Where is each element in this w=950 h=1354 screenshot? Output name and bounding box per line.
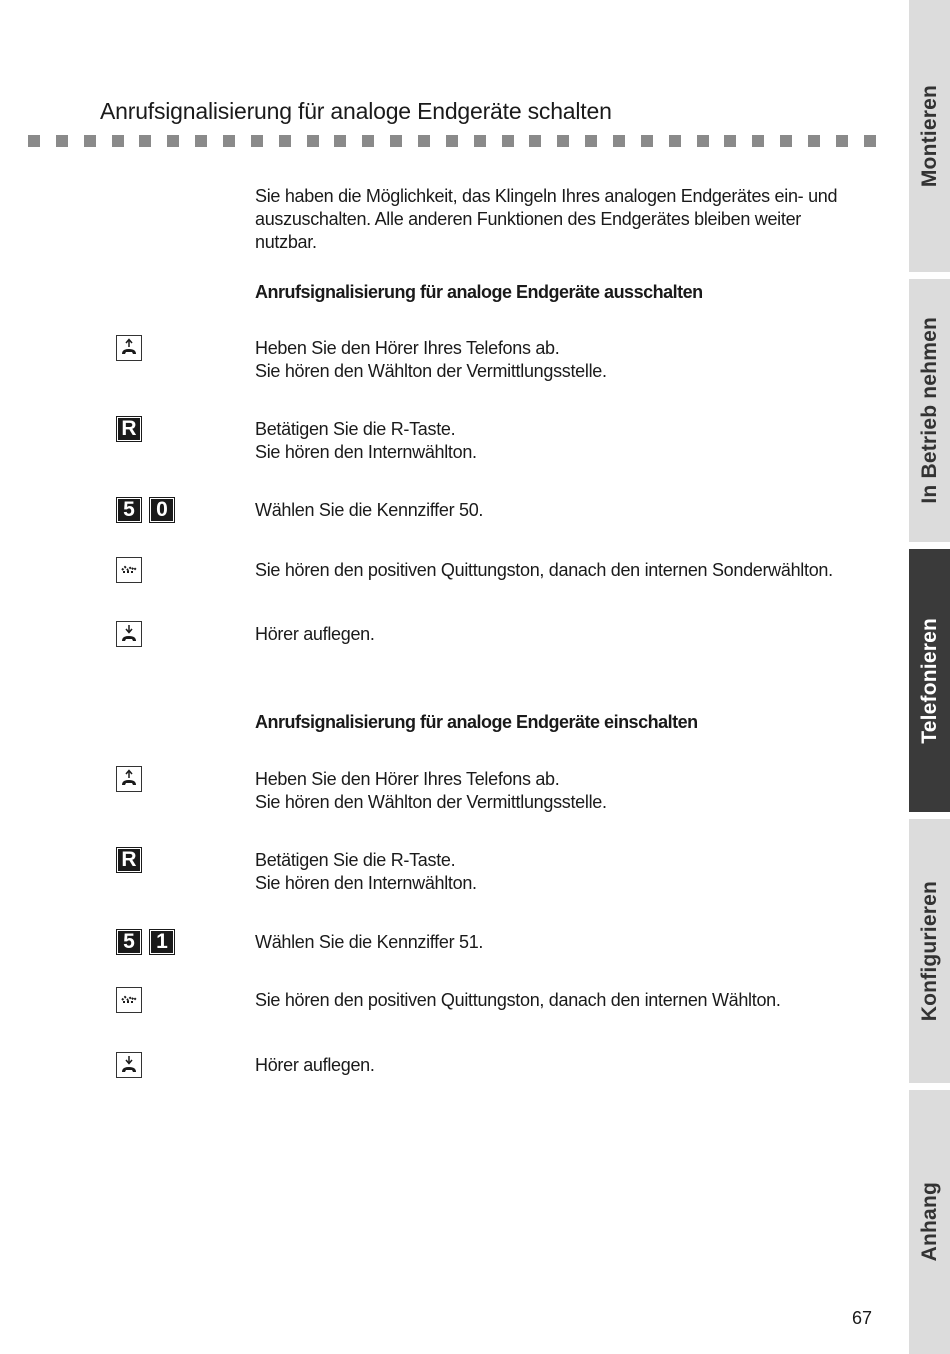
step-text — [255, 931, 880, 954]
separator-square — [864, 135, 876, 147]
step-line: Wählen Sie die Kennziffer 50. — [255, 500, 484, 520]
handset-hangup-icon — [116, 1052, 142, 1078]
step-line: Hörer auflegen. — [255, 1055, 375, 1075]
separator-square — [139, 135, 151, 147]
step-text — [255, 849, 880, 895]
separator-square — [390, 135, 402, 147]
separator-square — [446, 135, 458, 147]
intro-line: auszuschalten. Alle anderen Funktionen des Endgerätes bleiben weiter — [255, 209, 801, 229]
separator-square — [28, 135, 40, 147]
tab-label: In Betrieb nehmen — [917, 317, 941, 504]
confirmation-tone-icon — [116, 557, 142, 583]
step-text — [255, 623, 880, 646]
separator-square — [780, 135, 792, 147]
intro-line: nutzbar. — [255, 232, 317, 252]
r-key-icon: R — [116, 416, 142, 442]
separator-square — [84, 135, 96, 147]
page-number: 67 — [852, 1308, 873, 1328]
separator-square — [112, 135, 124, 147]
step-text — [255, 1054, 880, 1077]
digit-key-icon: 0 — [149, 497, 175, 523]
separator-square — [307, 135, 319, 147]
step-line: Sie hören den positiven Quittungston, danach den internen Sonderwählton. — [255, 560, 833, 580]
r-key-icon: R — [116, 847, 142, 873]
step-line: Sie hören den Wählton der Vermittlungsstelle. — [255, 361, 607, 381]
step-line: Wählen Sie die Kennziffer 51. — [255, 932, 484, 952]
chapter-tabs — [909, 0, 950, 1354]
intro-paragraph — [255, 185, 880, 254]
intro-line: Sie haben die Möglichkeit, das Klingeln Ihres analogen Endgerätes ein- und — [255, 186, 838, 206]
separator-square — [251, 135, 263, 147]
digit-key-icon: 5 — [116, 929, 142, 955]
separator-square — [279, 135, 291, 147]
separator-square — [474, 135, 486, 147]
separator-square — [167, 135, 179, 147]
separator-square — [724, 135, 736, 147]
digit-key-icon: 1 — [149, 929, 175, 955]
step-line: Heben Sie den Hörer Ihres Telefons ab. — [255, 769, 560, 789]
separator-square — [836, 135, 848, 147]
step-line: Betätigen Sie die R-Taste. — [255, 419, 456, 439]
tab-label: Telefonieren — [917, 617, 941, 744]
separator-square — [669, 135, 681, 147]
step-line: Sie hören den positiven Quittungston, danach den internen Wählton. — [255, 990, 781, 1010]
step-line: Heben Sie den Hörer Ihres Telefons ab. — [255, 338, 560, 358]
separator-square — [613, 135, 625, 147]
step-line: Hörer auflegen. — [255, 624, 375, 644]
separator-square — [641, 135, 653, 147]
tab-telefonieren[interactable] — [909, 549, 950, 812]
tab-in-betrieb-nehmen[interactable] — [909, 279, 950, 542]
step-text — [255, 989, 880, 1012]
separator-square — [362, 135, 374, 147]
handset-lift-icon — [116, 335, 142, 361]
section-on-heading: Anrufsignalisierung für analoge Endgeräte einschalten — [255, 712, 698, 732]
separator-square — [334, 135, 346, 147]
separator-square — [502, 135, 514, 147]
separator-square — [195, 135, 207, 147]
handset-lift-icon — [116, 766, 142, 792]
separator-square — [557, 135, 569, 147]
separator-square — [585, 135, 597, 147]
separator-square — [697, 135, 709, 147]
handset-hangup-icon — [116, 621, 142, 647]
section-off-heading: Anrufsignalisierung für analoge Endgeräte ausschalten — [255, 282, 703, 302]
step-line: Sie hören den Internwählton. — [255, 873, 477, 893]
tab-label: Konfigurieren — [917, 880, 941, 1022]
tab-label: Anhang — [917, 1182, 941, 1262]
separator-square — [808, 135, 820, 147]
tab-label: Montieren — [917, 84, 941, 188]
separator-square — [529, 135, 541, 147]
digit-key-icon: 5 — [116, 497, 142, 523]
step-text — [255, 559, 880, 582]
separator-square — [418, 135, 430, 147]
confirmation-tone-icon — [116, 987, 142, 1013]
step-text — [255, 418, 880, 464]
step-text — [255, 337, 880, 383]
step-line: Sie hören den Wählton der Vermittlungsstelle. — [255, 792, 607, 812]
dotted-separator — [28, 135, 876, 148]
page-title: Anrufsignalisierung für analoge Endgeräte schalten — [100, 98, 612, 124]
step-text — [255, 499, 880, 522]
separator-square — [56, 135, 68, 147]
tab-anhang[interactable] — [909, 1090, 950, 1354]
step-line: Sie hören den Internwählton. — [255, 442, 477, 462]
tab-konfigurieren[interactable] — [909, 819, 950, 1083]
step-text — [255, 768, 880, 814]
tab-montieren[interactable] — [909, 0, 950, 272]
separator-square — [752, 135, 764, 147]
separator-square — [223, 135, 235, 147]
step-line: Betätigen Sie die R-Taste. — [255, 850, 456, 870]
